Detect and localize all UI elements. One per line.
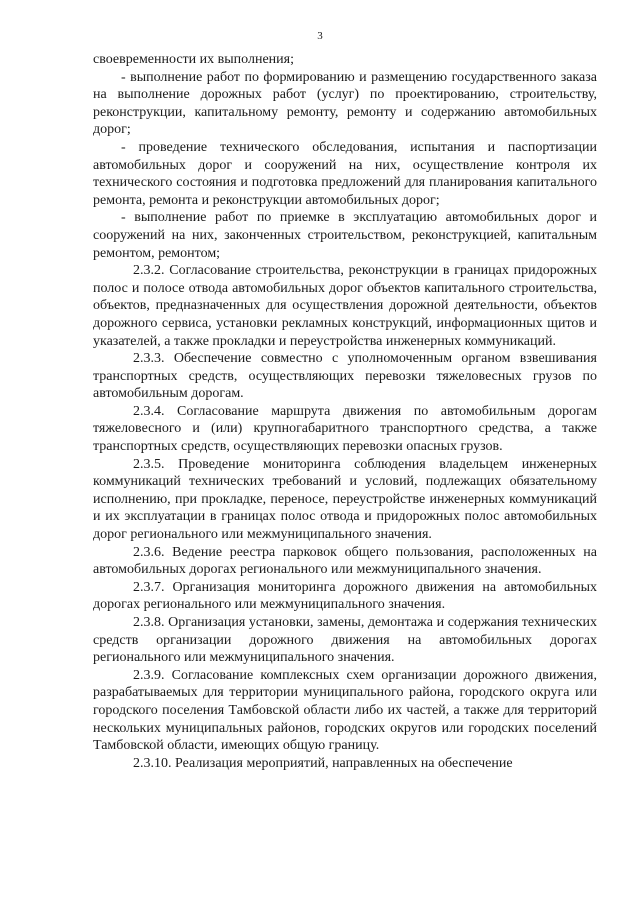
section-paragraph: 2.3.2. Согласование строительства, реконструкции в границах придорожных полос и полосе отвода автомобильных дорог объектов капитального строительства, объектов, предназначенных для осуществления дорожной деятельности, объектов дорожного сервиса, установки рекламных конструкций, информационных щитов и указателей, а также прокладки и переустройства инженерных коммуникаций. [93,263,597,349]
section-paragraph: 2.3.9. Согласование комплексных схем организации дорожного движения, разрабатываемых для территории муниципального района, городского округа или городского поселения Тамбовской области либо их частей, а также для территорий нескольких муниципальных районов, городских округов или городских поселений Тамбовской области, имеющих общую границу. [93,667,597,754]
list-item-paragraph: - выполнение работ по формированию и размещению государственного заказа на выполнение дорожных работ (услуг) по проектированию, строительству, реконструкции, капитальному ремонту, ремонту и содержанию автомобильных дорог; [93,69,597,138]
list-item-paragraph: - проведение технического обследования, испытания и паспортизации автомобильных дорог и сооружений на них, осуществление контроля их технического состояния и подготовка предложений для планирования капитального ремонта, ремонта и реконструкции автомобильных дорог; [93,139,597,208]
document-body [93,51,597,772]
paragraph: своевременности их выполнения; [93,52,294,67]
section-paragraph: 2.3.7. Организация мониторинга дорожного движения на автомобильных дорогах регионального или межмуниципального значения. [93,579,597,613]
section-paragraph: 2.3.3. Обеспечение совместно с уполномоченным органом взвешивания транспортных средств, осуществляющих перевозки тяжеловесных грузов по автомобильным дорогам. [93,351,597,402]
list-item-paragraph: - выполнение работ по приемке в эксплуатацию автомобильных дорог и сооружений на них, законченных строительством, реконструкцией, капитальным ремонтом, ремонтом; [93,210,597,261]
section-paragraph: 2.3.10. Реализация мероприятий, направленных на обеспечение [133,755,513,771]
page-number: 3 [317,30,323,42]
section-paragraph: 2.3.4. Согласование маршрута движения по автомобильным дорогам тяжеловесного и (или) крупногабаритного транспортного средства, а также транспортных средств, осуществляющих перевозки опасных грузов. [93,403,597,455]
section-paragraph: 2.3.5. Проведение мониторинга соблюдения владельцем инженерных коммуникаций технических требований и условий, подлежащих обязательному исполнению, при прокладке, переносе, переустройстве инженерных коммуникаций и их эксплуатации в границах полос отвода и придорожных полос автомобильных дорог регионального или межмуниципального значения. [93,456,597,543]
section-paragraph: 2.3.6. Ведение реестра парковок общего пользования, расположенных на автомобильных дорогах регионального или межмуниципального значения. [93,544,597,578]
section-paragraph: 2.3.8. Организация установки, замены, демонтажа и содержания технических средств организации дорожного движения на автомобильных дорогах регионального или межмуниципального значения. [93,615,597,666]
